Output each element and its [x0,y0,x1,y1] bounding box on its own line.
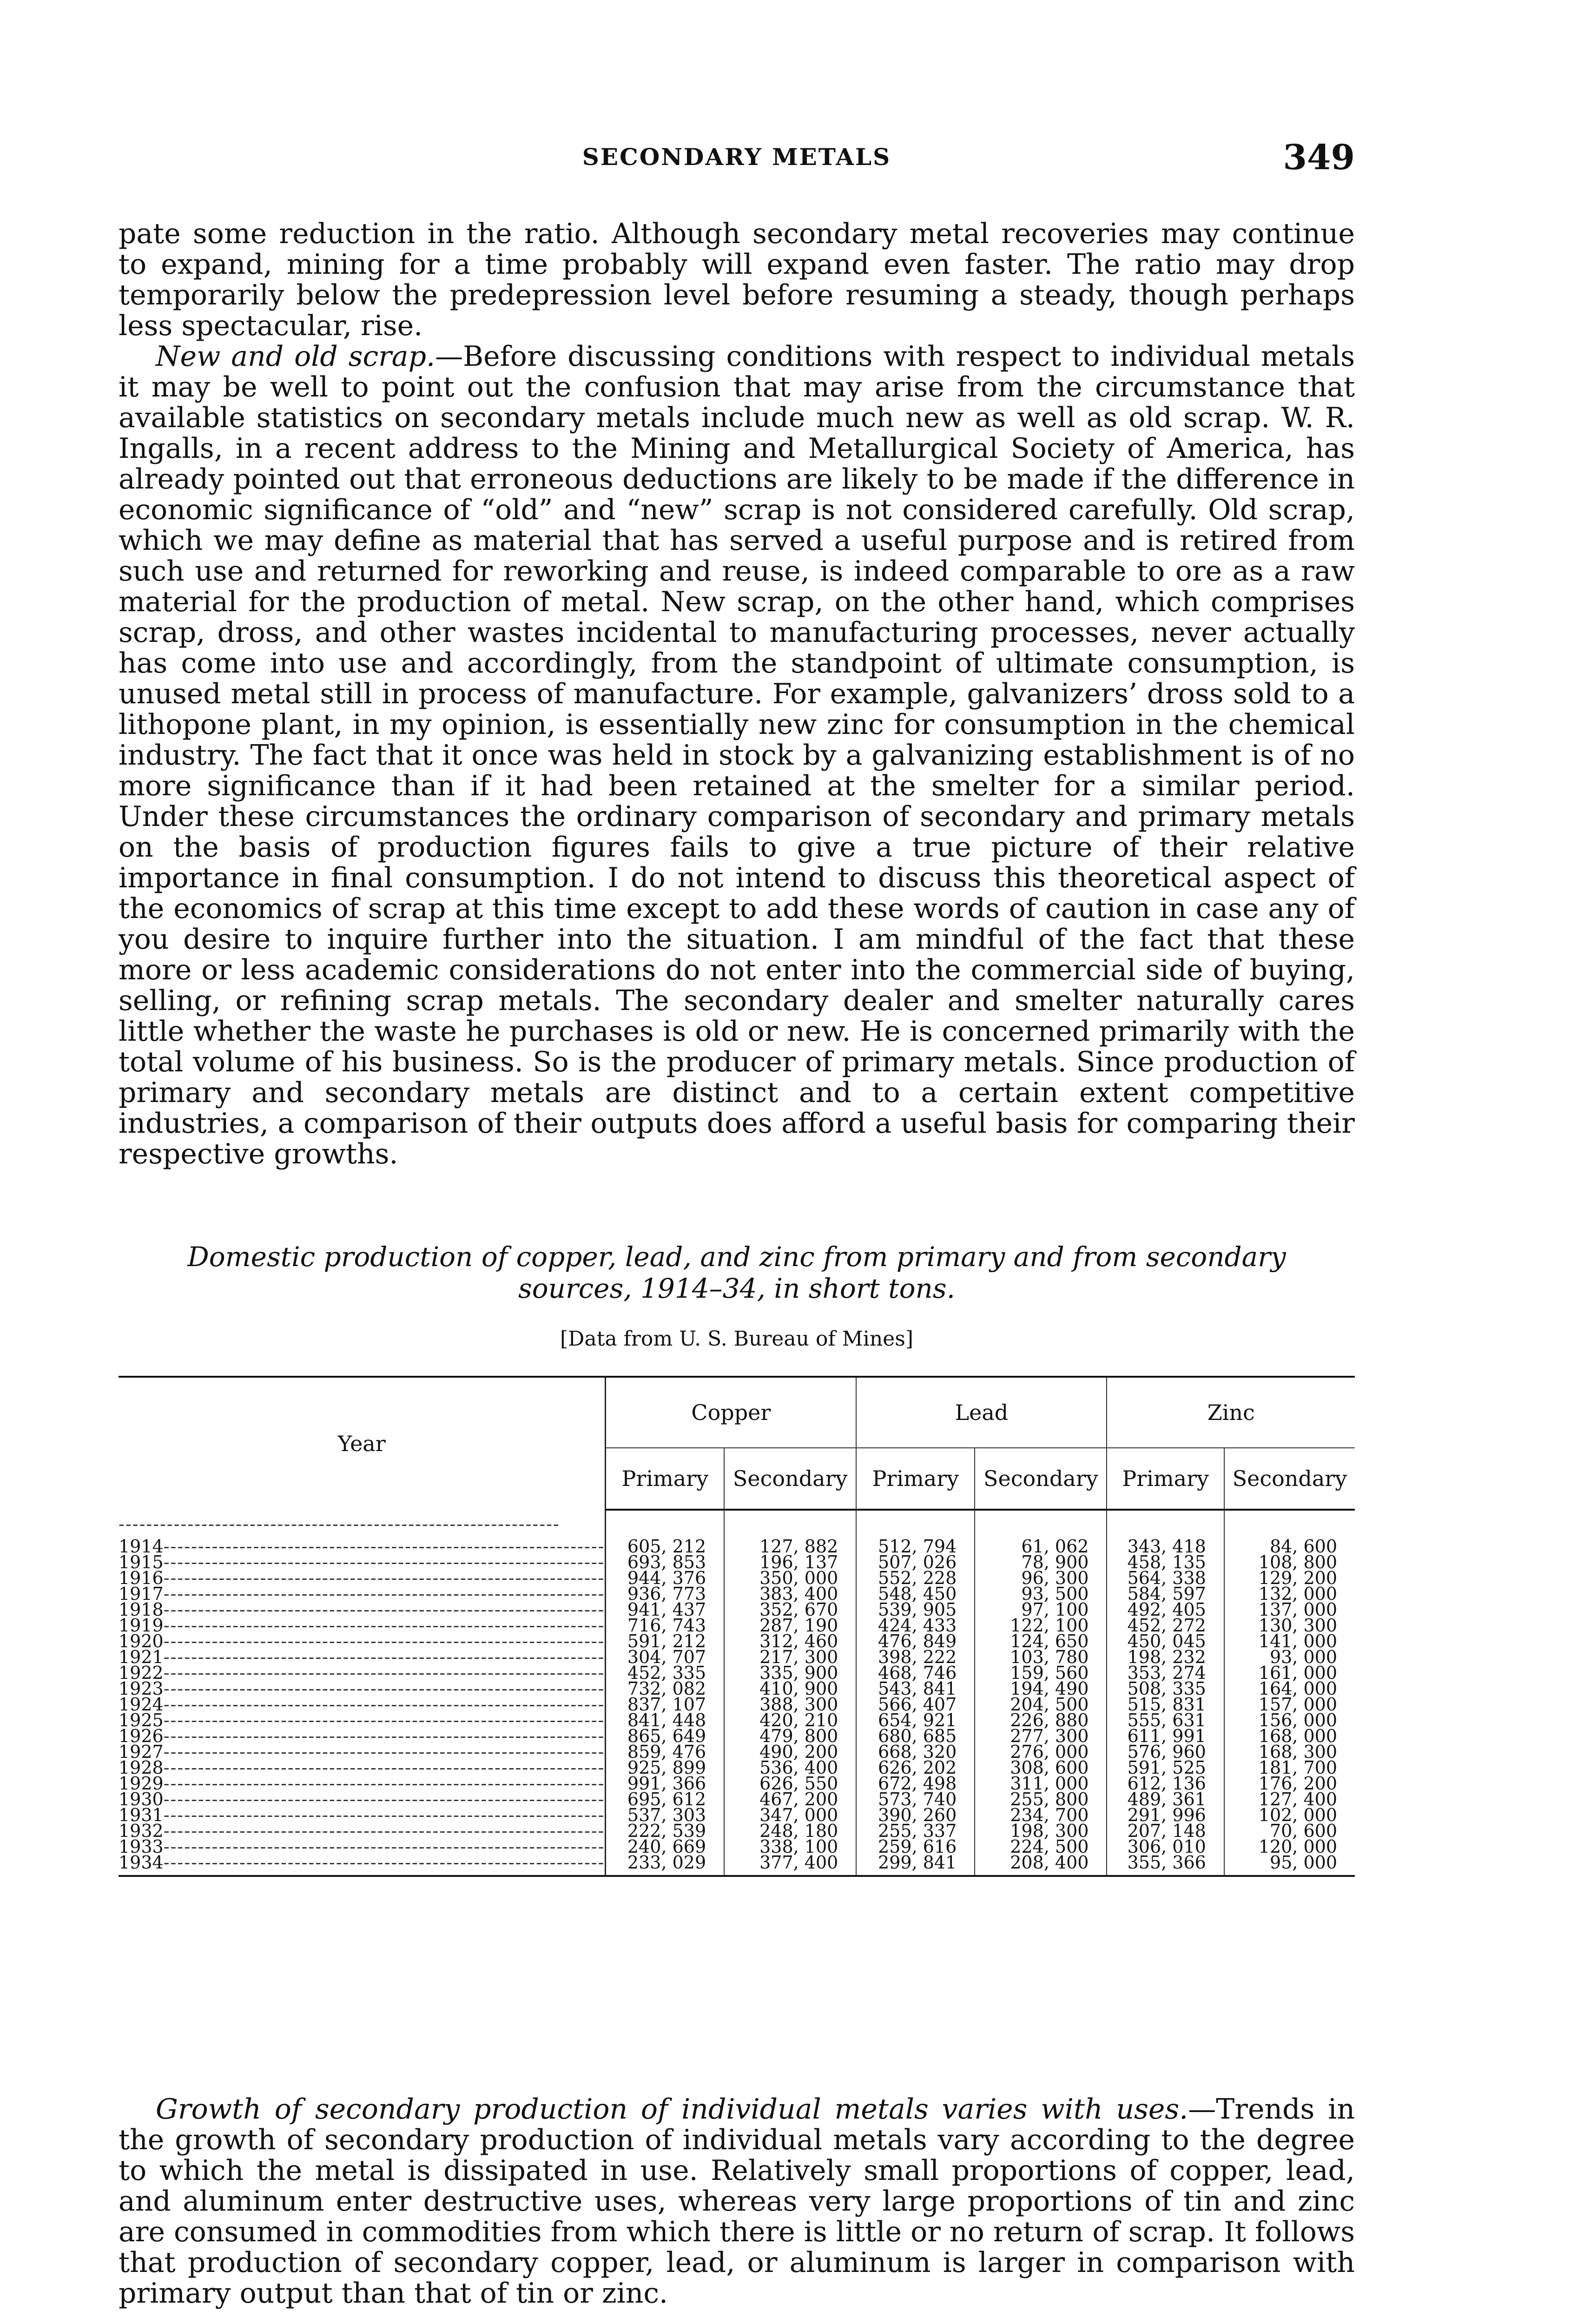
copper-secondary-cell: 347, 000 [724,1807,856,1823]
lead-secondary-cell: 103, 780 [975,1649,1107,1665]
copper-primary-cell: 605, 212 [627,1536,706,1557]
zinc-primary-cell: 207, 148 [1107,1823,1224,1839]
year-cell: 1928 ----- [119,1760,606,1776]
zinc-primary-cell: 291, 996 [1107,1807,1224,1823]
lead-primary-cell: 548, 450 [856,1586,975,1602]
lead-secondary-cell: 311, 000 [975,1776,1107,1791]
growth-text: —Trends in the growth of secondary production of individual metals vary according to the degree to which the metal is dissipated in use. Relatively small proportions of copper, lead, and aluminum enter destructive uses, whereas very large proportions of tin and zinc are consumed in commodities from which there is little or no return of scrap. It follows that production of secondary copper, lead, or aluminum is larger in comparison with primary output than that of tin or zinc. [119,2093,1355,2310]
zinc-primary-cell: 306, 010 [1107,1839,1224,1855]
copper-secondary-cell: 312, 460 [724,1633,856,1649]
lead-secondary-cell: 97, 100 [975,1602,1107,1618]
zinc-secondary-cell: 132, 000 [1224,1586,1355,1602]
lead-secondary-cell: 234, 700 [975,1807,1107,1823]
year-cell: 1922 ----- [119,1665,606,1681]
zinc-primary-cell: 591, 525 [1107,1760,1224,1776]
zinc-secondary-cell: 161, 000 [1224,1665,1355,1681]
group-header-row [119,1377,1355,1448]
zinc-secondary-cell: 130, 300 [1224,1618,1355,1633]
lead-secondary-cell: 93, 500 [975,1586,1107,1602]
lead-secondary-cell: 276, 000 [975,1744,1107,1760]
scrap-text: —Before discussing conditions with respect to individual metals it may be well to point out the confusion that may arise from the circumstance that available statistics on secondary metals include much new as well as old scrap. W. R. Ingalls, in a recent address to the Mining and Metallurgical Society of America, has already pointed out that erroneous deductions are likely to be made if the difference in economic significance of “old” and “new” scrap is not considered carefully. Old scrap, which we may define as material that has served a useful purpose and is retired from such use and returned for reworking and reuse, is indeed comparable to ore as a raw material for the production of metal. New scrap, on the other hand, which comprises scrap, dross, and other wastes incidental to manufacturing processes, never actually has come into use and accordingly, from the standpoint of ultimate consumption, is unused metal still in process of manufacture. For example, galvanizers’ dross sold to a lithopone plant, in my opinion, is essentially new zinc for consumption in the chemical industry. The fact that it once was held in stock by a galvanizing establishment is of no more significance than if it had been retained at the smelter for a similar period. Under these circumstances the ordinary comparison of secondary and primary metals on the basis of production figures fails to give a true picture of their relative importance in final consumption. I do not intend to discuss this theoretical aspect of the economics of scrap at this time except to add these words of caution in case any of you desire to inquire further into the situation. I am mindful of the fact that these more or less academic considerations do not enter into the commercial side of buying, selling, or refining scrap metals. The secondary dealer and smelter naturally cares little whether the waste he purchases is old or new. He is concerned primarily with the total volume of his business. So is the producer of primary metals. Since production of primary and secondary metals are distinct and to a certain extent competitive industries, a comparison of their outputs does afford a useful basis for comparing their respective growths. [119,340,1355,1170]
year-cell: 1921 ----- [119,1649,606,1665]
zinc-primary-cell: 492, 405 [1107,1602,1224,1618]
lead-primary-cell: 668, 320 [856,1744,975,1760]
zinc-secondary-cell: 137, 000 [1224,1602,1355,1618]
copper-primary-cell: 837, 107 [627,1694,706,1715]
zinc-secondary-cell: 70, 600 [1224,1823,1355,1839]
copper-secondary-cell: 479, 800 [724,1728,856,1744]
year-cell: 1923 ----- [119,1681,606,1697]
year-cell: 1916 ----- [119,1570,606,1586]
year-cell: 1925 ----- [119,1712,606,1728]
zinc-secondary-cell: 129, 200 [1224,1570,1355,1586]
lead-primary-cell: 573, 740 [856,1791,975,1807]
production-table [119,1376,1355,1877]
page-header [119,139,1355,181]
table-caption [119,1241,1355,1304]
lead-secondary-cell: 78, 900 [975,1554,1107,1570]
spacer-cell [856,1510,975,1538]
zinc-primary-cell: 198, 232 [1107,1649,1224,1665]
zinc-secondary-cell: 164, 000 [1224,1681,1355,1697]
zinc-primary-cell: 353, 274 [1107,1665,1224,1681]
year-cell: 1932 ----- [119,1823,606,1839]
year-cell: 1917 ----- [119,1586,606,1602]
table-caption-line-1: Domestic production of copper, lead, and zinc from primary and from secondary [187,1241,1286,1273]
copper-secondary-cell: 217, 300 [724,1649,856,1665]
lead-primary-cell: 390, 260 [856,1807,975,1823]
year-cell: 1931 ----- [119,1807,606,1823]
lead-secondary-cell: 96, 300 [975,1570,1107,1586]
subheader-lead-secondary: Secondary [975,1448,1107,1510]
lead-primary-cell: 468, 746 [856,1665,975,1681]
zinc-secondary-cell: 181, 700 [1224,1760,1355,1776]
lead-secondary-cell: 308, 600 [975,1760,1107,1776]
lead-secondary-cell: 198, 300 [975,1823,1107,1839]
lead-primary-cell: 539, 905 [856,1602,975,1618]
zinc-primary-cell: 450, 045 [1107,1633,1224,1649]
zinc-secondary-cell: 141, 000 [1224,1633,1355,1649]
copper-primary-cell: 233, 029 [606,1855,724,1876]
copper-secondary-cell: 335, 900 [724,1665,856,1681]
lead-secondary-cell: 122, 100 [975,1618,1107,1633]
year-cell: 1926 ----- [119,1728,606,1744]
subheader-copper-primary: Primary [606,1448,724,1510]
zinc-secondary-cell: 102, 000 [1224,1807,1355,1823]
zinc-primary-cell: 355, 366 [1107,1855,1224,1876]
year-cell: 1914 ----- [119,1538,606,1554]
copper-primary-cell: 304, 707 [627,1647,706,1667]
lead-primary-cell: 424, 433 [856,1618,975,1633]
growth-heading: Growth of secondary production of individual metals varies with uses. [156,2093,1188,2126]
zinc-primary-cell: 564, 338 [1107,1570,1224,1586]
lead-secondary-cell: 204, 500 [975,1697,1107,1712]
copper-secondary-cell: 248, 180 [724,1823,856,1839]
copper-primary-cell: 693, 853 [627,1552,706,1572]
lead-primary-cell: 543, 841 [856,1681,975,1697]
table-body [119,1510,1355,1876]
copper-secondary-cell: 287, 190 [724,1618,856,1633]
zinc-secondary-cell: 168, 300 [1224,1744,1355,1760]
zinc-secondary-cell: 95, 000 [1224,1855,1355,1876]
year-cell: 1920 ----- [119,1633,606,1649]
copper-primary-cell: 991, 366 [627,1773,706,1794]
lead-secondary-cell: 208, 400 [975,1855,1107,1876]
lead-secondary-cell: 277, 300 [975,1728,1107,1744]
lead-primary-cell: 626, 202 [856,1760,975,1776]
copper-primary-cell: 936, 773 [627,1584,706,1604]
spacer-cell [1107,1510,1224,1538]
lead-primary-cell: 512, 794 [856,1538,975,1554]
year-cell: 1934 ----- [119,1855,606,1876]
copper-secondary-cell: 420, 210 [724,1712,856,1728]
copper-primary-cell: 452, 335 [627,1663,706,1683]
production-table-wrapper [119,1376,1355,1877]
copper-primary-cell: 716, 743 [627,1615,706,1636]
spacer-cell [975,1510,1107,1538]
lead-primary-cell: 566, 407 [856,1697,975,1712]
year-cell: 1929 ----- [119,1776,606,1791]
copper-primary-cell: 591, 212 [627,1631,706,1651]
spacer-cell [1224,1510,1355,1538]
zinc-primary-cell: 343, 418 [1107,1538,1224,1554]
zinc-secondary-cell: 127, 400 [1224,1791,1355,1807]
year-cell: 1927 ----- [119,1744,606,1760]
copper-secondary-cell: 388, 300 [724,1697,856,1712]
copper-secondary-cell: 338, 100 [724,1839,856,1855]
copper-primary-cell: 222, 539 [627,1821,706,1841]
zinc-primary-cell: 489, 361 [1107,1791,1224,1807]
year-cell: 1918 ----- [119,1602,606,1618]
copper-secondary-cell: 377, 400 [724,1855,856,1876]
zinc-secondary-cell: 168, 000 [1224,1728,1355,1744]
copper-primary-cell: 944, 376 [627,1568,706,1588]
lead-primary-cell: 672, 498 [856,1776,975,1791]
intro-paragraph: pate some reduction in the ratio. Although secondary metal recoveries may continue to expand, mining for a time probably will expand even faster. The ratio may drop temporarily below the predepression level before resuming a steady, though perhaps less spectacular, rise. [119,218,1355,342]
table-caption-line-2: sources, 1914–34, in short tons. [518,1273,956,1304]
subheader-zinc-primary: Primary [1107,1448,1224,1510]
zinc-secondary-cell: 156, 000 [1224,1712,1355,1728]
lead-primary-cell: 299, 841 [856,1855,975,1876]
copper-primary-cell: 732, 082 [627,1678,706,1699]
spacer-cell [119,1510,606,1538]
lead-primary-cell: 259, 616 [856,1839,975,1855]
body-text [119,218,1355,1169]
growth-paragraph [119,2094,1355,2309]
zinc-primary-cell: 611, 991 [1107,1728,1224,1744]
zinc-primary-cell: 555, 631 [1107,1712,1224,1728]
zinc-secondary-cell: 176, 200 [1224,1776,1355,1791]
lead-primary-cell: 398, 222 [856,1649,975,1665]
table-row [119,1855,1355,1876]
lead-primary-cell: 507, 026 [856,1554,975,1570]
zinc-primary-cell: 452, 272 [1107,1618,1224,1633]
zinc-primary-cell: 576, 960 [1107,1744,1224,1760]
year-cell: 1919 ----- [119,1618,606,1633]
year-cell: 1924 ----- [119,1697,606,1712]
zinc-secondary-cell: 108, 800 [1224,1554,1355,1570]
lead-secondary-cell: 124, 650 [975,1633,1107,1649]
lead-secondary-cell: 226, 880 [975,1712,1107,1728]
zinc-primary-cell: 584, 597 [1107,1586,1224,1602]
table-source: [Data from U. S. Bureau of Mines] [560,1327,913,1351]
copper-secondary-cell: 196, 137 [724,1554,856,1570]
scrap-paragraph [119,341,1355,1169]
growth-section [119,2094,1355,2309]
lead-secondary-cell: 255, 800 [975,1791,1107,1807]
copper-primary-cell: 537, 303 [627,1805,706,1825]
lead-secondary-cell: 224, 500 [975,1839,1107,1855]
copper-secondary-cell: 383, 400 [724,1586,856,1602]
year-cell: 1930 ----- [119,1791,606,1807]
group-header-lead: Lead [856,1377,1107,1448]
zinc-secondary-cell: 157, 000 [1224,1697,1355,1712]
copper-secondary-cell: 626, 550 [724,1776,856,1791]
zinc-primary-cell: 515, 831 [1107,1697,1224,1712]
lead-secondary-cell: 194, 490 [975,1681,1107,1697]
copper-primary-cell: 841, 448 [627,1710,706,1730]
copper-secondary-cell: 410, 900 [724,1681,856,1697]
lead-primary-cell: 255, 337 [856,1823,975,1839]
lead-secondary-cell: 159, 560 [975,1665,1107,1681]
zinc-primary-cell: 508, 335 [1107,1681,1224,1697]
copper-primary-cell: 925, 899 [627,1757,706,1778]
spacer-cell [606,1510,724,1538]
group-header-zinc: Zinc [1107,1377,1355,1448]
copper-primary-cell: 865, 649 [627,1726,706,1746]
copper-primary-cell: 859, 476 [627,1742,706,1762]
copper-secondary-cell: 536, 400 [724,1760,856,1776]
subheader-lead-primary: Primary [856,1448,975,1510]
year-cell: 1933 ----- [119,1839,606,1855]
copper-primary-cell: 240, 669 [627,1836,706,1857]
copper-secondary-cell: 127, 882 [724,1538,856,1554]
lead-secondary-cell: 61, 062 [975,1538,1107,1554]
subheader-zinc-secondary: Secondary [1224,1448,1355,1510]
copper-secondary-cell: 467, 200 [724,1791,856,1807]
copper-secondary-cell: 350, 000 [724,1570,856,1586]
zinc-secondary-cell: 120, 000 [1224,1839,1355,1855]
zinc-secondary-cell: 93, 000 [1224,1649,1355,1665]
copper-secondary-cell: 490, 200 [724,1744,856,1760]
year-header: Year [119,1377,606,1510]
group-header-copper: Copper [606,1377,856,1448]
subheader-copper-secondary: Secondary [724,1448,856,1510]
copper-primary-cell: 941, 437 [627,1599,706,1620]
table-spacer-row [119,1510,1355,1538]
lead-primary-cell: 552, 228 [856,1570,975,1586]
lead-primary-cell: 680, 685 [856,1728,975,1744]
scrap-heading: New and old scrap. [156,340,435,373]
zinc-primary-cell: 612, 136 [1107,1776,1224,1791]
lead-primary-cell: 654, 921 [856,1712,975,1728]
zinc-primary-cell: 458, 135 [1107,1554,1224,1570]
copper-primary-cell: 695, 612 [627,1789,706,1809]
zinc-secondary-cell: 84, 600 [1224,1538,1355,1554]
page-number: 349 [1283,138,1355,178]
copper-secondary-cell: 352, 670 [724,1602,856,1618]
year-cell: 1915 ----- [119,1554,606,1570]
running-head: SECONDARY METALS [582,143,891,171]
spacer-cell [724,1510,856,1538]
lead-primary-cell: 476, 849 [856,1633,975,1649]
